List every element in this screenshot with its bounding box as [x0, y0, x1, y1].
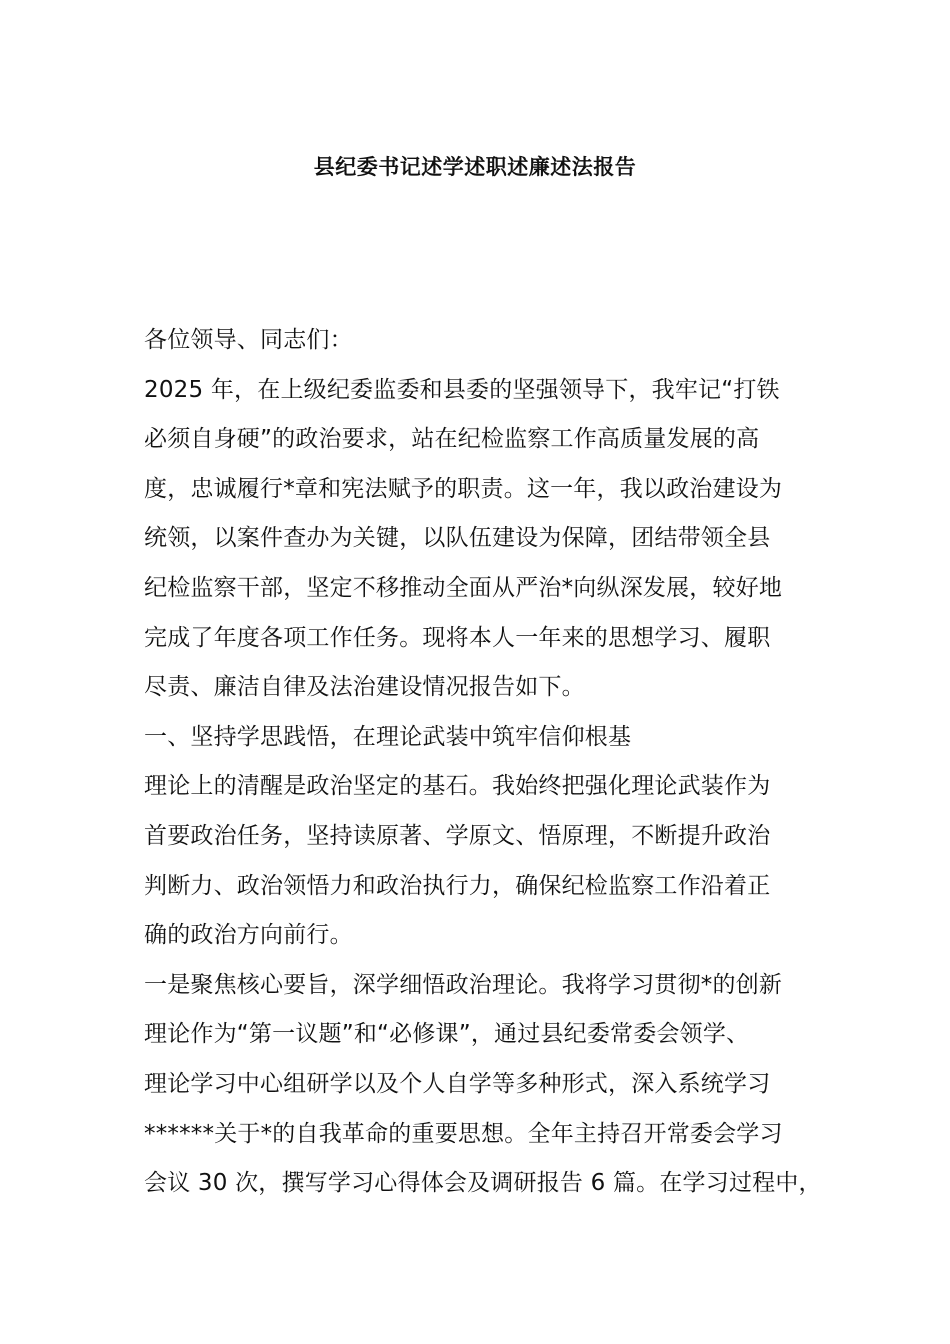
paragraph-line: 判断力、政治领悟力和政治执行力，确保纪检监察工作沿着正	[144, 872, 771, 899]
paragraph-line: 会议 30 次，撰写学习心得体会及调研报告 6 篇。在学习过程中，	[144, 1170, 822, 1197]
salutation-line: 各位领导、同志们：	[144, 327, 353, 353]
paragraph-line: 统领，以案件查办为关键，以队伍建设为保障，团结带领全县	[144, 525, 771, 552]
paragraph-line: 纪检监察干部，坚定不移推动全面从严治*向纵深发展，较好地	[144, 574, 783, 601]
paragraph-line: 理论学习中心组研学以及个人自学等多种形式，深入系统学习	[144, 1070, 771, 1097]
paragraph-line: 一是聚焦核心要旨，深学细悟政治理论。我将学习贯彻*的创新	[144, 971, 783, 998]
document-body	[144, 316, 824, 1209]
paragraph-line: 必须自身硬”的政治要求，站在纪检监察工作高质量发展的高	[144, 426, 760, 453]
paragraph-line: 尽责、廉洁自律及法治建设情况报告如下。	[144, 674, 585, 701]
paragraph-line: 理论作为“第一议题”和“必修课”，通过县纪委常委会领学、	[144, 1021, 750, 1048]
paragraph-line: 度，忠诚履行*章和宪法赋予的职责。这一年，我以政治建设为	[144, 475, 783, 502]
document-title: 县纪委书记述学述职述廉述法报告	[313, 155, 637, 179]
paragraph-line: 确的政治方向前行。	[144, 922, 353, 949]
section-heading: 一、坚持学思践悟，在理论武装中筑牢信仰根基	[144, 723, 632, 750]
paragraph-line: 2025 年，在上级纪委监委和县委的坚强领导下，我牢记“打铁	[144, 376, 780, 403]
paragraph-line: 首要政治任务，坚持读原著、学原文、悟原理，不断提升政治	[144, 822, 771, 849]
paragraph-line: ******关于*的自我革命的重要思想。全年主持召开常委会学习	[144, 1120, 783, 1147]
paragraph-line: 理论上的清醒是政治坚定的基石。我始终把强化理论武装作为	[144, 773, 771, 800]
paragraph-line: 完成了年度各项工作任务。现将本人一年来的思想学习、履职	[144, 624, 771, 651]
